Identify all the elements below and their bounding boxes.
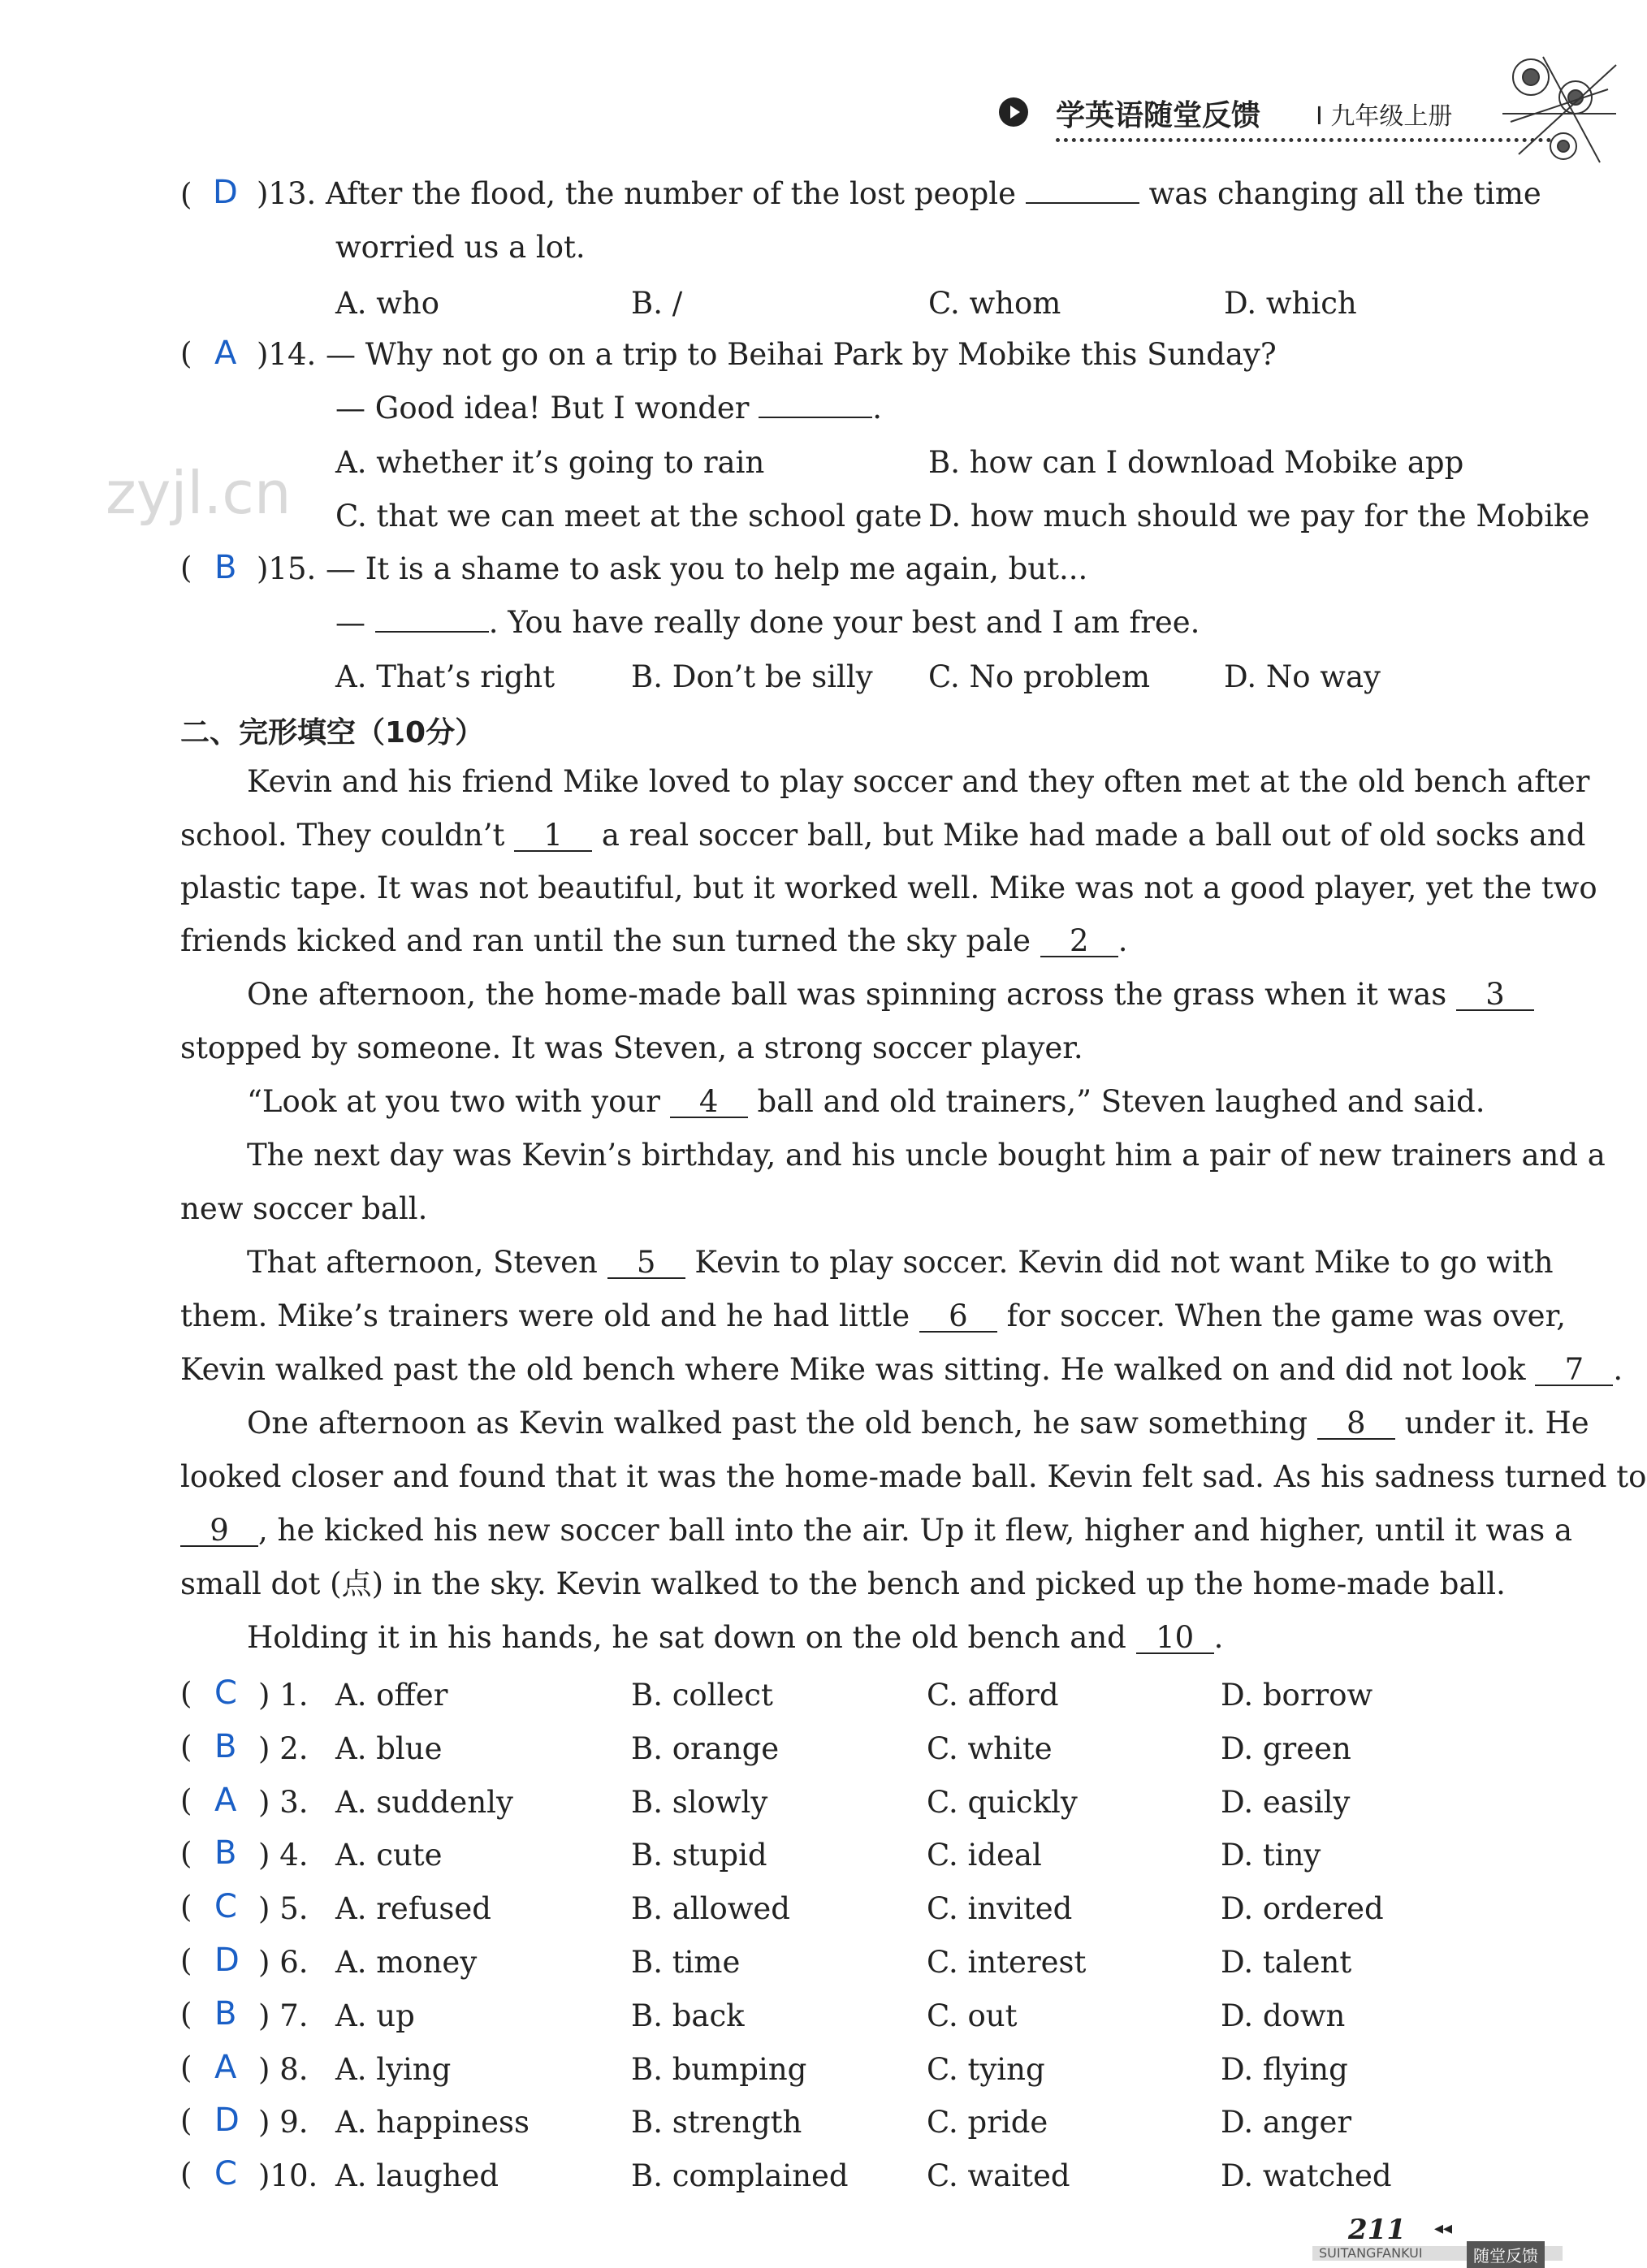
cloze-option: D. tiny (1221, 1838, 1321, 1873)
page-header (999, 88, 1535, 136)
cloze-option: B. collect (631, 1678, 773, 1713)
option: A. whether it’s going to rain (335, 445, 765, 480)
cloze-option: B. time (631, 1945, 741, 1980)
answer-q14: A (214, 335, 237, 372)
passage-line: Holding it in his hands, he sat down on the old bench and 10 . (247, 1620, 1224, 1655)
question-14-cont: — Good idea! But I wonder . (335, 391, 883, 426)
cloze-option: D. anger (1221, 2105, 1352, 2140)
page-number: 211 (1348, 2214, 1406, 2246)
cloze-option: C. waited (927, 2158, 1070, 2193)
cloze-option: D. talent (1221, 1945, 1352, 1980)
cloze-option: B. back (631, 1998, 745, 2033)
cloze-option: A. happiness (335, 2105, 530, 2140)
cloze-option: C. ideal (927, 1838, 1042, 1873)
cloze-answer: C (214, 1888, 237, 1925)
cloze-option: A. refused (335, 1891, 491, 1926)
passage-line: “Look at you two with your 4 ball and old trainers,” Steven laughed and said. (247, 1084, 1485, 1119)
answer-paren: ( (180, 2050, 192, 2085)
cloze-option: B. stupid (631, 1838, 767, 1873)
passage-line: school. They couldn’t 1 a real soccer ball, but Mike had made a ball out of old socks and (180, 818, 1586, 853)
cloze-answer: A (214, 2049, 237, 2086)
cloze-option: B. slowly (631, 1785, 768, 1820)
answer-paren: ( (180, 336, 192, 371)
option: C. No problem (928, 659, 1151, 694)
footer-tag: 随堂反馈 (1467, 2241, 1545, 2268)
answer-paren: ( (180, 2157, 192, 2192)
cloze-option: D. ordered (1221, 1891, 1384, 1926)
answer-paren: ( (180, 1997, 192, 2032)
question-14: )14. — Why not go on a trip to Beihai Park by Mobike this Sunday? (257, 337, 1277, 372)
cloze-option: B. bumping (631, 2052, 807, 2087)
section-title: 二、完形填空（10分） (180, 716, 485, 750)
passage-line: stopped by someone. It was Steven, a strong soccer player. (180, 1030, 1083, 1065)
cloze-option: D. watched (1221, 2158, 1392, 2193)
cloze-option: A. up (335, 1998, 415, 2033)
cloze-answer: A (214, 1782, 237, 1819)
answer-q15: B (214, 549, 237, 586)
cloze-number: ) 1. (258, 1678, 309, 1713)
book-title: 学英语随堂反馈 (1056, 99, 1261, 132)
cloze-answer: D (214, 2102, 240, 2139)
play-icon (999, 97, 1028, 127)
cloze-answer: C (214, 2155, 237, 2192)
book-subtitle: I 九年级上册 (1316, 102, 1453, 131)
answer-paren: ( (180, 1730, 192, 1765)
cloze-option: C. afford (927, 1678, 1059, 1713)
cloze-option: B. orange (631, 1731, 780, 1766)
answer-paren: ( (180, 551, 192, 585)
cloze-number: ) 2. (258, 1731, 309, 1766)
passage-line: new soccer ball. (180, 1191, 428, 1226)
option: A. That’s right (335, 659, 555, 694)
answer-paren: ( (180, 177, 192, 212)
answer-paren: ( (180, 1676, 192, 1711)
cloze-answer: D (214, 1942, 240, 1979)
cloze-option: D. easily (1221, 1785, 1351, 1820)
passage-line: One afternoon as Kevin walked past the old bench, he saw something 8 under it. He (247, 1406, 1589, 1441)
option: C. that we can meet at the school gate (335, 499, 923, 534)
cloze-number: ) 4. (258, 1838, 309, 1873)
cloze-option: D. green (1221, 1731, 1351, 1766)
option: C. whom (928, 286, 1061, 321)
cloze-option: A. cute (335, 1838, 443, 1873)
cloze-number: ) 8. (258, 2052, 309, 2087)
option: D. which (1224, 286, 1357, 321)
cloze-option: C. tying (927, 2052, 1045, 2087)
header-divider (1056, 138, 1551, 142)
option: A. who (335, 286, 440, 321)
passage-line: friends kicked and ran until the sun turned the sky pale 2 . (180, 923, 1128, 958)
cloze-option: D. down (1221, 1998, 1346, 2033)
question-13: )13. After the flood, the number of the lost people was changing all the time (257, 176, 1541, 211)
option: D. No way (1224, 659, 1381, 694)
passage-line: Kevin walked past the old bench where Mike was sitting. He walked on and did not look 7 . (180, 1352, 1623, 1387)
cloze-number: ) 7. (258, 1998, 309, 2033)
cloze-option: A. laughed (335, 2158, 499, 2193)
option: B. / (631, 286, 683, 321)
footer-band: SUITANGFANKUI (1312, 2246, 1563, 2261)
cloze-option: B. allowed (631, 1891, 790, 1926)
answer-paren: ( (180, 1783, 192, 1818)
cloze-option: C. out (927, 1998, 1018, 2033)
cloze-option: C. pride (927, 2105, 1048, 2140)
cloze-answer: B (214, 1995, 237, 2033)
question-13-cont: worried us a lot. (335, 230, 586, 265)
answer-paren: ( (180, 1890, 192, 1925)
double-arrow-icon: ◂◂ (1434, 2218, 1453, 2239)
watermark: zyjl.cn (106, 459, 292, 527)
question-15-cont: — . You have really done your best and I am free. (335, 605, 1200, 640)
passage-line: looked closer and found that it was the home-made ball. Kevin felt sad. As his sadness turned to (180, 1459, 1647, 1494)
passage-line: Kevin and his friend Mike loved to play soccer and they often met at the old bench after (247, 764, 1590, 799)
sunflower-decoration-icon (1486, 41, 1624, 179)
cloze-option: A. offer (335, 1678, 448, 1713)
cloze-number: ) 5. (258, 1891, 309, 1926)
cloze-number: ) 6. (258, 1945, 309, 1980)
cloze-answer: B (214, 1834, 237, 1872)
cloze-option: B. complained (631, 2158, 849, 2193)
passage-line: The next day was Kevin’s birthday, and his uncle bought him a pair of new trainers and a (247, 1138, 1606, 1173)
passage-line: plastic tape. It was not beautiful, but it worked well. Mike was not a good player, yet the two (180, 870, 1597, 905)
cloze-answer: C (214, 1674, 237, 1712)
passage-line: That afternoon, Steven 5 Kevin to play soccer. Kevin did not want Mike to go with (247, 1245, 1554, 1280)
option: B. how can I download Mobike app (928, 445, 1464, 480)
cloze-option: A. lying (335, 2052, 452, 2087)
passage-line: One afternoon, the home-made ball was spinning across the grass when it was 3 (247, 979, 1534, 1011)
cloze-number: ) 3. (258, 1785, 309, 1820)
cloze-option: C. interest (927, 1945, 1087, 1980)
answer-paren: ( (180, 2103, 192, 2138)
option: D. how much should we pay for the Mobike (928, 499, 1590, 534)
cloze-option: C. invited (927, 1891, 1073, 1926)
cloze-option: C. quickly (927, 1785, 1078, 1820)
cloze-option: A. suddenly (335, 1785, 513, 1820)
cloze-option: D. flying (1221, 2052, 1348, 2087)
cloze-option: A. blue (335, 1731, 443, 1766)
cloze-answer: B (214, 1728, 237, 1765)
cloze-option: A. money (335, 1945, 478, 1980)
cloze-number: ) 9. (258, 2105, 309, 2140)
cloze-option: C. white (927, 1731, 1053, 1766)
question-15: )15. — It is a shame to ask you to help me again, but... (257, 551, 1088, 586)
passage-line: 9 , he kicked his new soccer ball into the air. Up it flew, higher and higher, until it was a (180, 1515, 1572, 1547)
answer-paren: ( (180, 1836, 192, 1871)
cloze-number: )10. (258, 2158, 318, 2193)
answer-q13: D (213, 174, 238, 211)
answer-paren: ( (180, 1943, 192, 1978)
cloze-option: B. strength (631, 2105, 802, 2140)
passage-line: them. Mike’s trainers were old and he had little 6 for soccer. When the game was over, (180, 1298, 1566, 1333)
option: B. Don’t be silly (631, 659, 873, 694)
cloze-option: D. borrow (1221, 1678, 1373, 1713)
passage-line: small dot (点) in the sky. Kevin walked to the bench and picked up the home-made ball. (180, 1566, 1506, 1601)
